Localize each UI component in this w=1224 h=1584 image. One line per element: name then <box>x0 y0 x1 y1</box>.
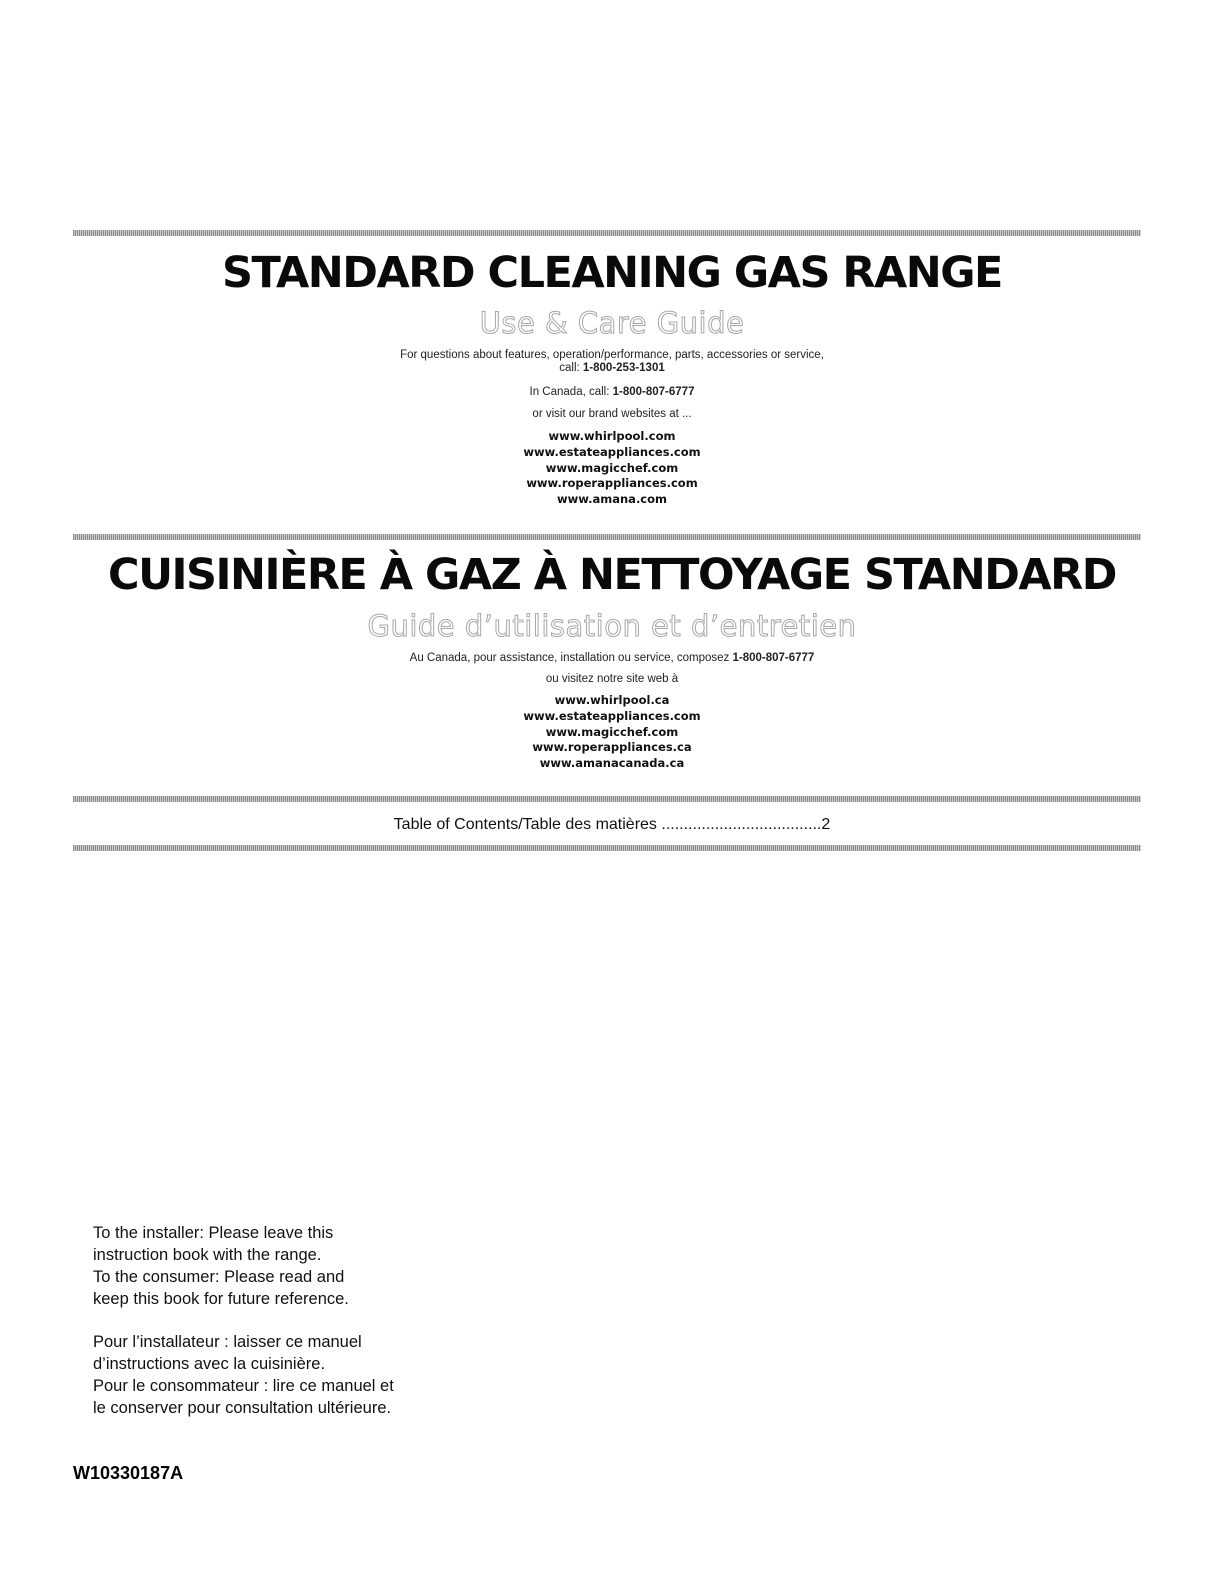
canada-phone-number: 1-800-807-6777 <box>612 386 695 398</box>
french-phone-number: 1-800-807-6777 <box>732 652 815 664</box>
english-us-phone-line <box>0 362 1224 375</box>
note-line: To the installer: Please leave this <box>93 1224 334 1242</box>
french-assistance-line <box>0 652 1224 665</box>
divider-toc-bottom <box>73 845 1141 851</box>
installer-note-english <box>93 1222 349 1310</box>
french-subtitle: Guide d’utilisation et d’entretien <box>367 609 857 643</box>
french-websites <box>0 693 1224 772</box>
divider-top <box>73 230 1141 236</box>
website-link[interactable]: www.whirlpool.com <box>548 429 676 443</box>
installer-note-french <box>93 1331 394 1419</box>
french-assistance-prefix: Au Canada, pour assistance, installation ou service, composez <box>409 652 733 664</box>
canada-call-prefix: In Canada, call: <box>529 386 613 398</box>
english-canada-phone-line <box>0 386 1224 399</box>
note-line: le conserver pour consultation ultérieure. <box>93 1399 392 1417</box>
toc-page-number: 2 <box>821 816 831 833</box>
french-title: CUISINIÈRE À GAZ À NETTOYAGE STANDARD <box>108 550 1116 600</box>
english-websites <box>0 429 1224 508</box>
note-line: Pour le consommateur : lire ce manuel et <box>93 1377 394 1395</box>
website-link[interactable]: www.whirlpool.ca <box>554 693 670 707</box>
note-line: instruction book with the range. <box>93 1246 322 1264</box>
french-visit-line: ou visitez notre site web à <box>545 673 679 685</box>
part-number: W10330187A <box>73 1463 184 1483</box>
website-link[interactable]: www.magicchef.com <box>545 724 679 739</box>
website-link[interactable]: www.amana.com <box>556 492 668 507</box>
website-link[interactable]: www.roperappliances.com <box>526 476 698 491</box>
note-line: To the consumer: Please read and <box>93 1268 345 1286</box>
note-line: d’instructions avec la cuisinière. <box>93 1355 326 1373</box>
website-link[interactable]: www.amanacanada.ca <box>539 756 685 771</box>
toc-label: Table of Contents/Table des matières <box>393 816 662 833</box>
english-questions-line: For questions about features, operation/performance, parts, accessories or service, <box>400 349 824 361</box>
website-link[interactable]: www.estateappliances.com <box>523 444 701 459</box>
note-line: Pour l’installateur : laisser ce manuel <box>93 1333 362 1351</box>
toc-leader: .................................... <box>661 816 822 833</box>
website-link[interactable]: www.roperappliances.ca <box>532 740 692 755</box>
website-link[interactable]: www.estateappliances.com <box>523 708 701 723</box>
english-title: STANDARD CLEANING GAS RANGE <box>222 248 1002 298</box>
english-subtitle: Use & Care Guide <box>479 306 745 340</box>
us-phone-number: 1-800-253-1301 <box>582 362 665 374</box>
note-line: keep this book for future reference. <box>93 1290 349 1308</box>
english-visit-line: or visit our brand websites at ... <box>532 408 692 420</box>
table-of-contents-entry[interactable] <box>0 816 1224 834</box>
divider-toc-top <box>73 796 1141 802</box>
call-prefix: call: <box>559 362 583 374</box>
website-link[interactable]: www.magicchef.com <box>545 460 679 475</box>
divider-middle <box>73 534 1141 540</box>
